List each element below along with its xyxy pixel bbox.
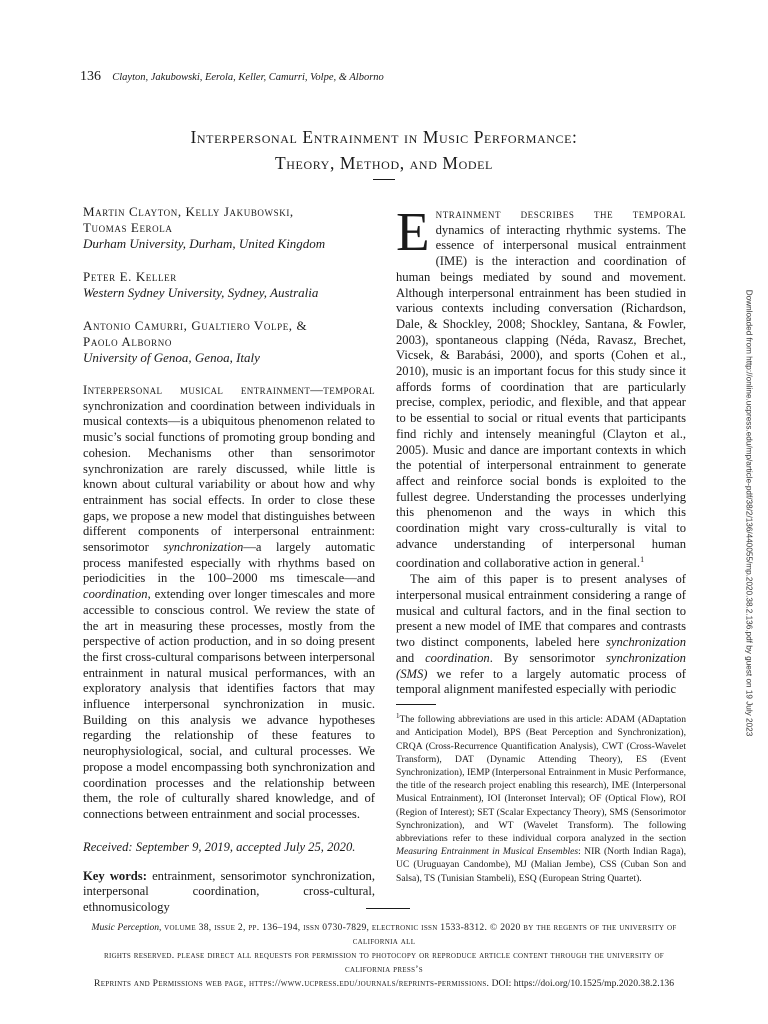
institution: Durham University, Durham, United Kingdom	[83, 236, 326, 251]
running-head-authors: Clayton, Jakubowski, Eerola, Keller, Camurri, Volpe, & Alborno	[112, 72, 384, 83]
abstract-text: , extending over longer timescales and more accessible to conscious control. We review the state of the art in measuring these processes, mostly from the perspective of action production, and in so doing present the first cross-cultural comparisons between interpersonal entrainment in natural musical performances, with an exploratory analysis that identifies factors that may influence interpersonal synchronization in music. Building on this analysis we advance hypotheses regarding the relationship of these features to neurophysiological, social, and cultural processes. We propose a model encompassing both synchronization and coordination processes and the relationship between them, the role of culturally shared knowledge, and of connections between entrainment and social processes.	[83, 587, 375, 821]
keywords	[83, 869, 375, 916]
abstract-emphasis: coordination	[83, 587, 148, 602]
title-line-2: Theory, Method, and Model	[274, 153, 493, 173]
body-text: we refer to a largely automatic process of temporal alignment manifested especially with periodic	[396, 666, 686, 697]
abstract	[83, 383, 375, 823]
institution: Western Sydney University, Sydney, Australia	[83, 285, 319, 300]
author-names: Martin Clayton, Kelly Jakubowski,	[83, 204, 294, 219]
body-paragraph	[396, 201, 686, 572]
institution: University of Genoa, Genoa, Italy	[83, 350, 260, 365]
keywords-label: Key words:	[83, 868, 147, 883]
footnote	[396, 710, 686, 885]
author-names: Peter E. Keller	[83, 269, 177, 284]
affiliation-block	[83, 269, 375, 301]
footer-line-2: rights reserved. please direct all requests for permission to photocopy or reproduce article content through the university of california press’s	[103, 950, 665, 975]
body-paragraph	[396, 572, 686, 698]
running-head	[80, 68, 384, 85]
drop-cap: E	[396, 201, 430, 262]
keywords-text: entrainment, sensorimotor synchronization, interpersonal coordination, cross-cultural, ethnomusicology	[83, 868, 375, 915]
footnote-text: The following abbreviations are used in this article: ADAM (ADaptation and Anticipation Model), BPS (Beat Perception and Synchronization), CRQA (Cross-Recurrence Quantification Analysis), CWT (Cross-Wavelet Transform), DAT (Dynamic Attending Theory), ES (Event Synchronization), IEMP (Interpersonal Entrainment in Music Performance, the title of the research project enabling this research), IME (Interpersonal Musical Entrainment), IOI (Interonset Interval); OF (Optical Flow), ROI (Region of Interest); SET (Scalar Expectancy Theory), SMS (Sensorimotor Synchronization), and WT (Wavelet Transform). The following abbreviations refer to these individual corpora analyzed in the section	[396, 714, 686, 845]
body-emphasis: coordination	[425, 650, 490, 665]
footer-line-1: volume 38, issue 2, pp. 136–194, issn 0730-7829, electronic issn 1533-8312. © 2020 by the regents of the university of california all	[161, 922, 677, 947]
title-divider	[373, 179, 395, 180]
title-line-1: Interpersonal Entrainment in Music Performance:	[190, 127, 578, 147]
abstract-text: —a largely automatic process manifested especially with rhythms based on periodicities in the 100–2000 ms timescale—and	[83, 540, 375, 586]
lead-in-small-caps: ntrainment describes the temporal	[435, 207, 686, 221]
body-text: dynamics of interacting rhythmic systems. The essence of interpersonal musical entrainment (IME) is the interaction and coordination of human beings mediated by sound and movement. Although interpersonal entrainment has been studied in various contexts including conversation (Richardson, Dale, & Shockley, 2008; Shockley, Santana, & Fowler, 2003), spontaneous clapping (Néda, Ravasz, Brechet, Vicsek, & Barabási, 2000), and sports (Cohen et al., 2010), music is an important focus for this study since it affords forms of coordination that are particularly precise, complex, periodic, and flexible, and that appear to be essential to social or ritual events that participants find richly and intensely meaningful (Clayton et al., 2005). Music and dance are important contexts in which the potential of interpersonal entrainment to generate affect and reinforce social bonds is exploited to the fullest degree. Understanding the processes underlying this phenomenon and the ways in which this coordination might vary cross-culturally is vital to advance understanding of interpersonal human coordination and collaborative action in general.	[396, 222, 686, 571]
body-text: . By sensorimotor	[489, 650, 606, 665]
footer-line-3: Reprints and Permissions web page, https://www.ucpress.edu/journals/reprints-permissions.	[94, 978, 490, 989]
journal-name: Music Perception,	[91, 922, 162, 933]
abstract-text: synchronization and coordination between individuals in musical contexts—is a ubiquitous phenomenon related to music’s social functions of promoting group bonding and cohesion. Mechanisms other than sensorimotor synchronization are rarely discussed, while little is known about cultural variability or about how and why entrainment has social effects. In order to close these gaps, we propose a new model that distinguishes between different components of interpersonal entrainment: sensorimotor	[83, 398, 375, 555]
footer-divider	[366, 908, 410, 909]
article-title	[60, 124, 708, 176]
abstract-emphasis: synchronization	[163, 540, 244, 555]
download-stamp-text: Downloaded from http://online.ucpress.edu/mp/article-pdf/38/2/136/440055/mp.2020.38.2.136.pdf by guest on 19 July 2023	[744, 289, 754, 737]
abstract-lead: Interpersonal musical entrainment—temporal	[83, 383, 375, 397]
doi-link[interactable]: DOI: https://doi.org/10.1525/mp.2020.38.2.136	[489, 978, 674, 989]
download-stamp	[742, 289, 756, 737]
right-column	[396, 201, 686, 698]
author-names: Tuomas Eerola	[83, 220, 173, 235]
body-text: and	[396, 650, 426, 665]
footnote-marker: 1	[640, 555, 645, 565]
body-emphasis: synchronization (SMS)	[396, 650, 686, 681]
footnote-text: : NIR (North Indian Raga), UC (Uruguayan Candombe), MJ (Malian Jembe), CSS (Cuban Son and Salsa), TS (Tunisian Stambeli), ESQ (European String Quartet).	[396, 846, 686, 884]
footnote-divider	[396, 704, 436, 705]
affiliation-block	[83, 318, 375, 366]
copyright-footer	[82, 921, 686, 991]
author-names: Paolo Alborno	[83, 334, 172, 349]
author-names: Antonio Camurri, Gualtiero Volpe, &	[83, 318, 308, 333]
received-dates: Received: September 9, 2019, accepted July 25, 2020.	[83, 839, 356, 854]
body-text: The aim of this paper is to present analyses of interpersonal musical entrainment considering a range of musical and cultural factors, and in the final section to present a new model of IME that compares and contrasts two distinct components, labeled here	[396, 572, 686, 650]
affiliation-block	[83, 204, 375, 252]
body-emphasis: synchronization	[606, 635, 686, 650]
footnote-number: 1	[396, 712, 400, 720]
footnote-emphasis: Measuring Entrainment in Musical Ensembles	[396, 846, 579, 858]
page-number: 136	[80, 69, 101, 84]
left-column	[83, 204, 375, 916]
